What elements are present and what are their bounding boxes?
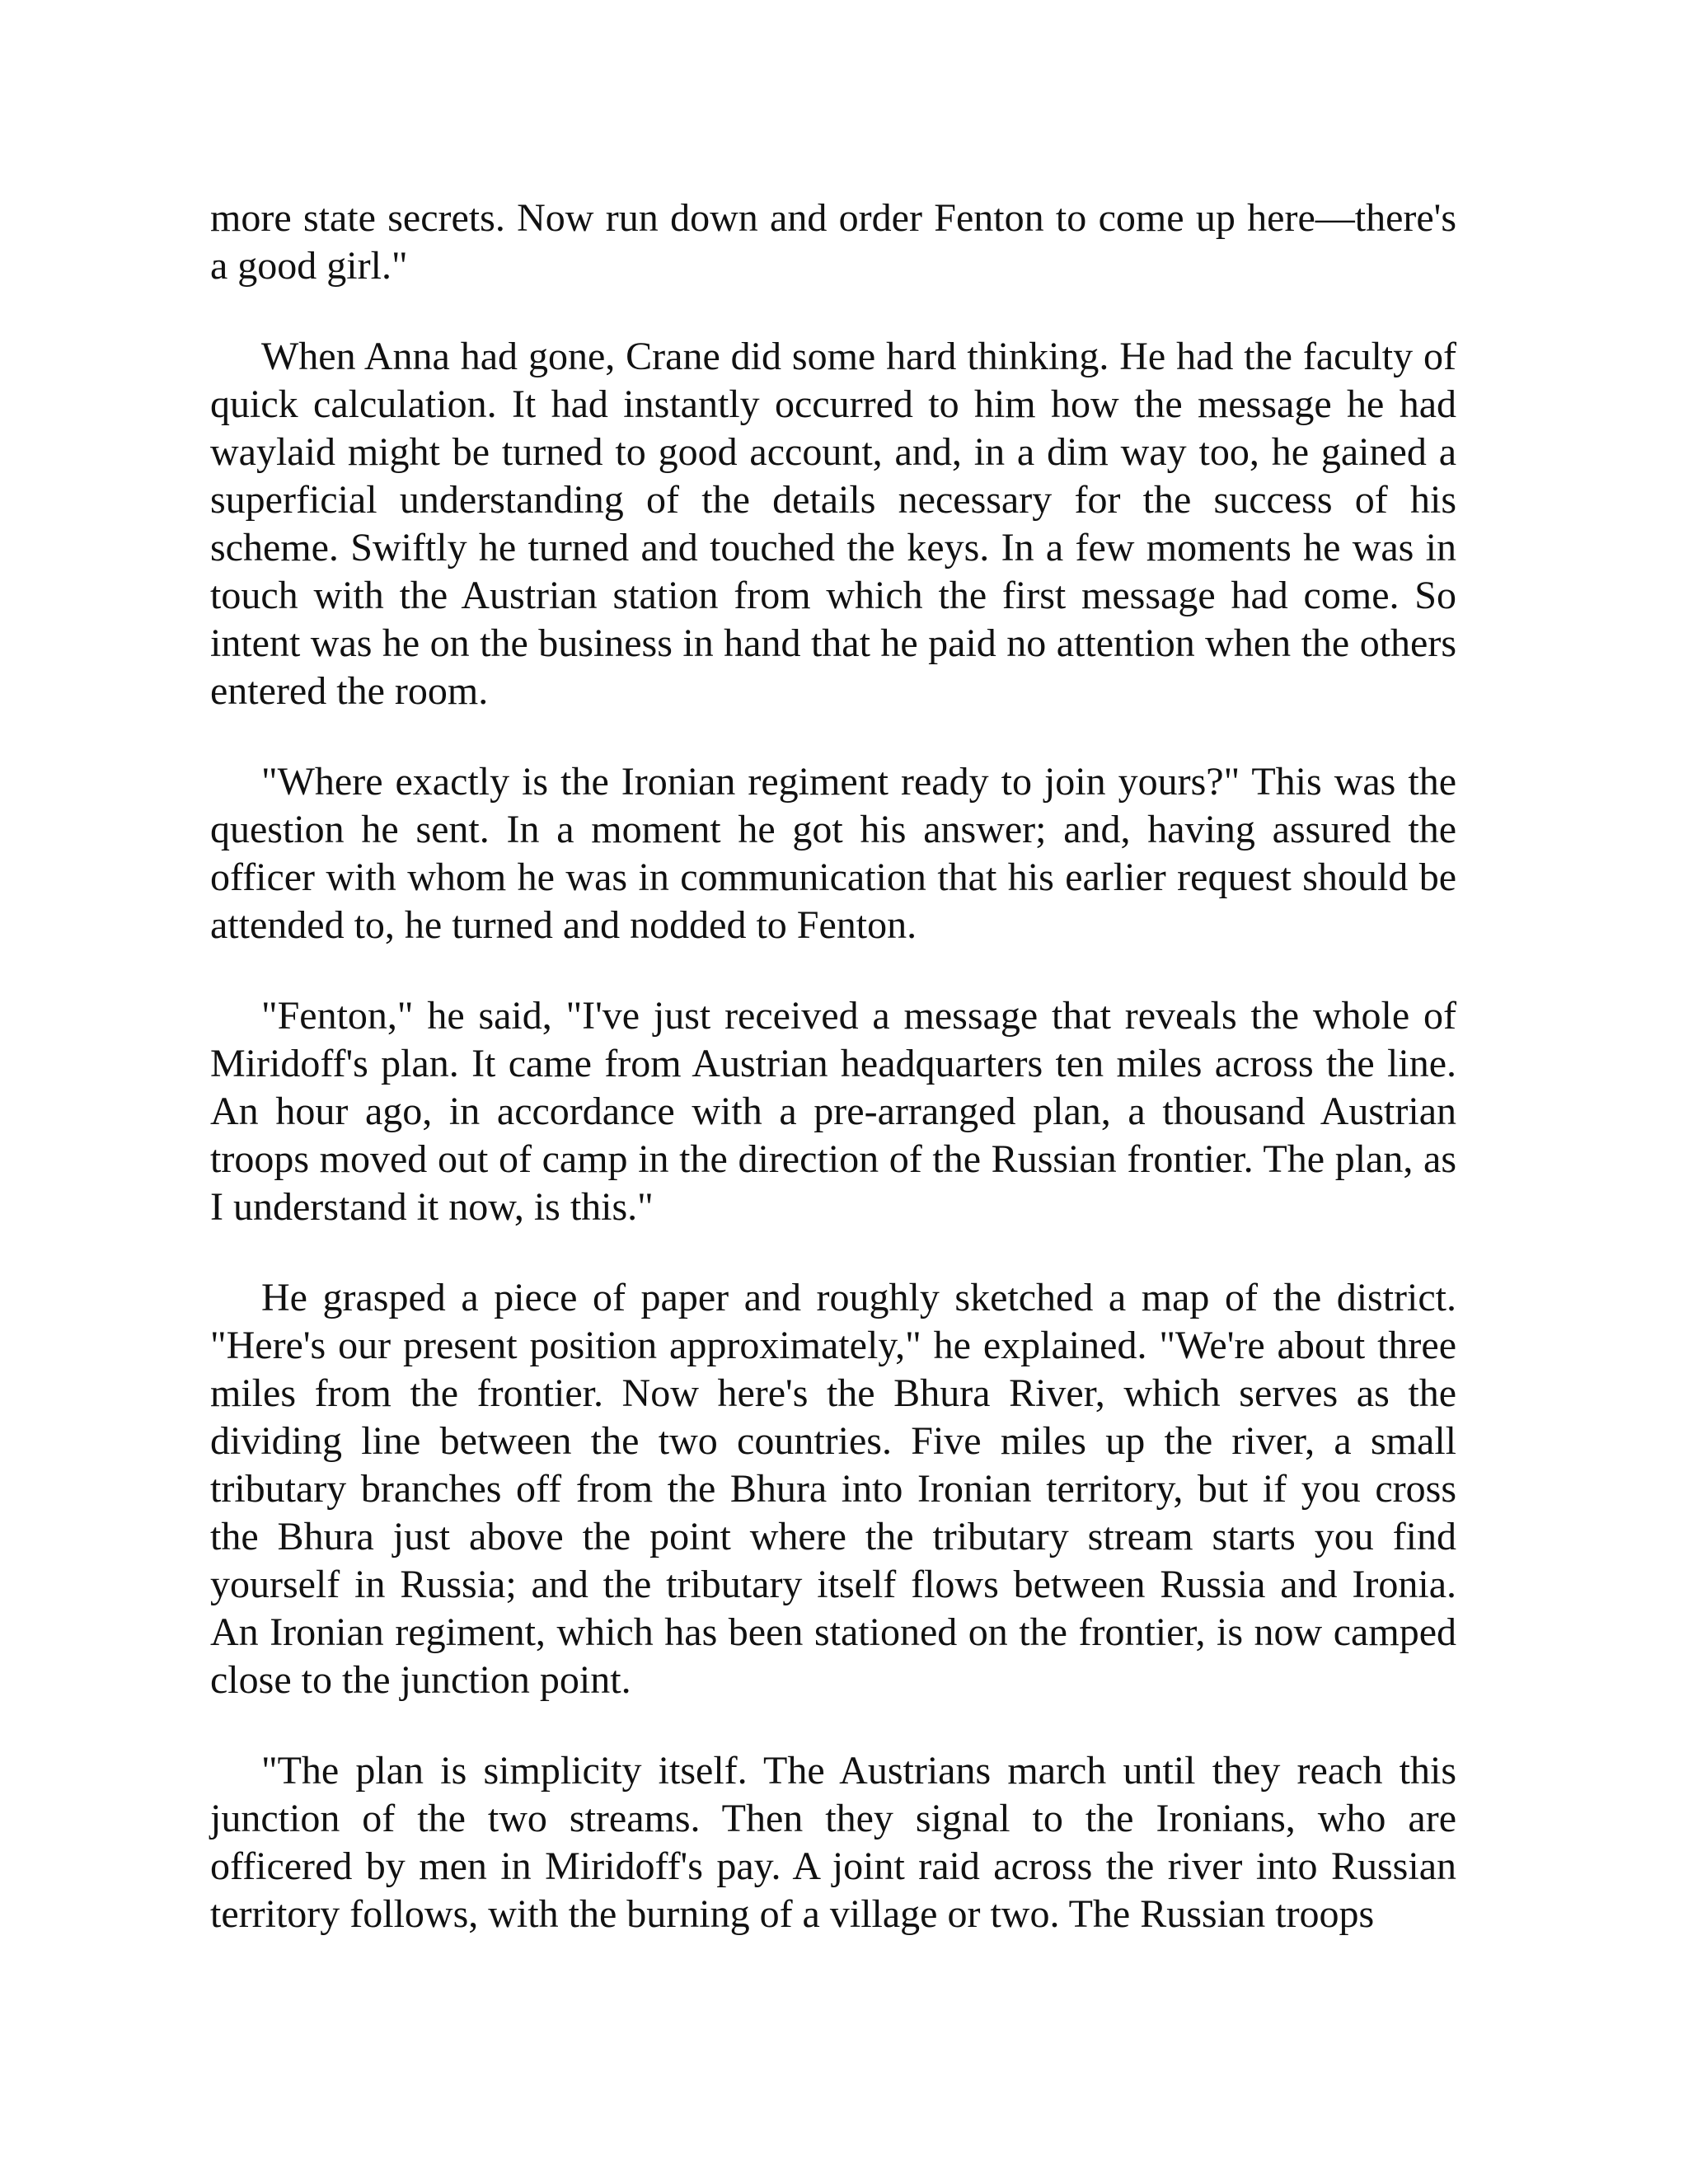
paragraph-5: He grasped a piece of paper and roughly sketched a map of the district. "Here's our present position approximately," he explained. "We're about three miles from the frontier. Now here's the Bhura River, which serves as the dividing line between the two countries. Five miles up the river, a small tributary branches off from the Bhura into Ironian territory, but if you cross the Bhura just above the point where the tributary stream starts you find yourself in Russia; and the tributary itself flows between Russia and Ironia. An Ironian regiment, which has been stationed on the frontier, is now camped close to the junction point.: [210, 1276, 1456, 1702]
paragraph-4: "Fenton," he said, "I've just received a message that reveals the whole of Miridoff's plan. It came from Austrian headquarters ten miles across the line. An hour ago, in accordance with a pre-arranged plan, a thousand Austrian troops moved out of camp in the direction of the Russian frontier. The plan, as I understand it now, is this.": [210, 994, 1456, 1229]
paragraph-2: When Anna had gone, Crane did some hard thinking. He had the faculty of quick calculation. It had instantly occurred to him how the message he had waylaid might be turned to good account, and, in a dim way too, he gained a superficial understanding of the details necessary for the success of his scheme. Swiftly he turned and touched the keys. In a few moments he was in touch with the Austrian station from which the first message had come. So intent was he on the business in hand that he paid no attention when the others entered the room.: [210, 335, 1456, 713]
paragraph-6: "The plan is simplicity itself. The Austrians march until they reach this junction of the two streams. Then they signal to the Ironians, who are officered by men in Miridoff's pay. A joint raid across the river into Russian territory follows, with the burning of a village or two. The Russian troops: [210, 1749, 1456, 1936]
paragraph-1: more state secrets. Now run down and order Fenton to come up here—there's a good girl.": [210, 196, 1456, 288]
paragraph-3: "Where exactly is the Ironian regiment ready to join yours?" This was the question he sent. In a moment he got his answer; and, having assured the officer with whom he was in communication that his earlier request should be attended to, he turned and nodded to Fenton.: [210, 760, 1456, 947]
document-page: [210, 194, 1456, 1938]
